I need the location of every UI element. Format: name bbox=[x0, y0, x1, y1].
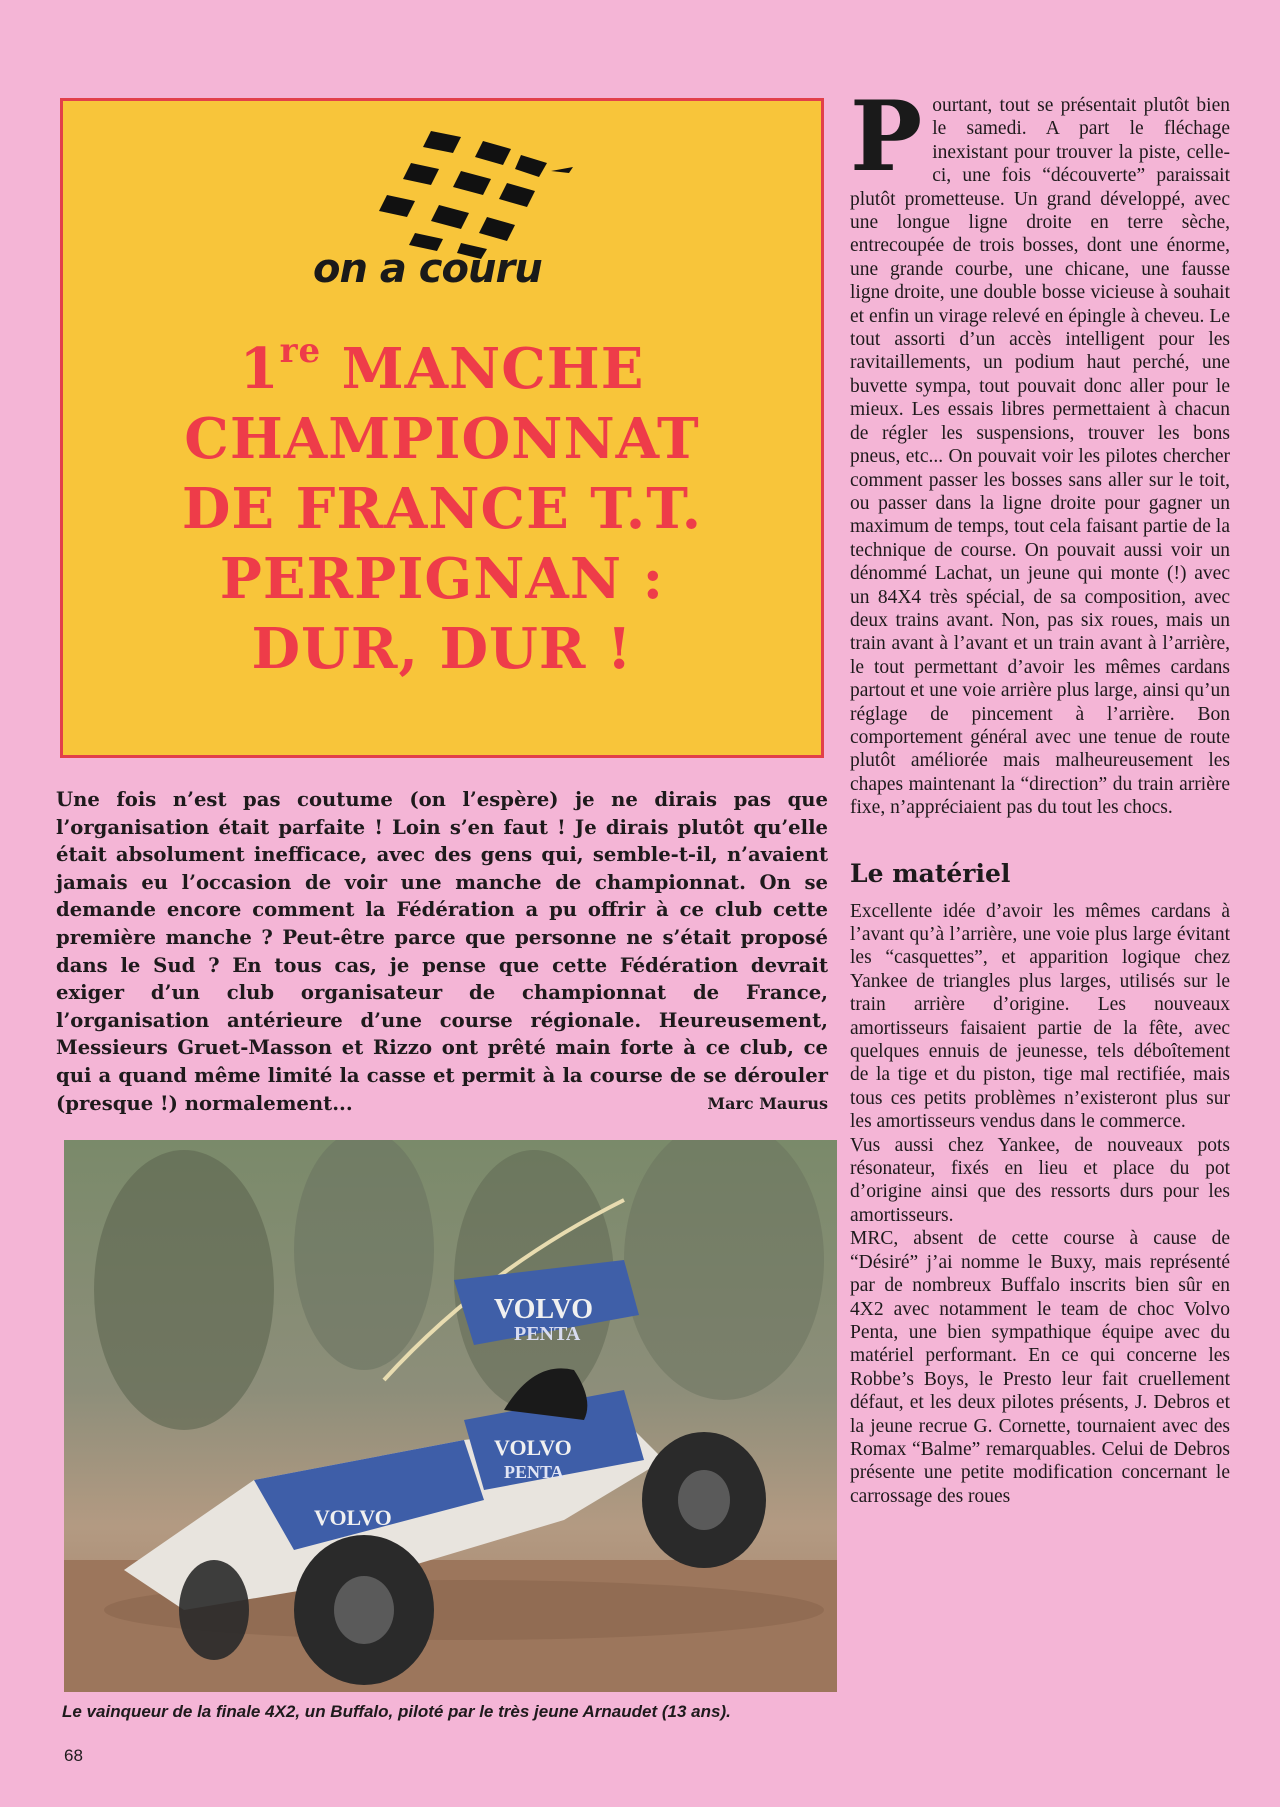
photo-caption: Le vainqueur de la finale 4X2, un Buffalo, piloté par le très jeune Arnaudet (13 ans). bbox=[62, 1702, 731, 1721]
paragraph-1-text: ourtant, tout se présentait plutôt bien le samedi. A part le fléchage inexistant pour trouver la piste, celle-ci, une fois “découverte” paraissait plutôt prometteuse. Un grand développé, avec une longue ligne droite en terre sèche, entrecoupée de trois bosses, dont une énorme, une grande courbe, une chicane, une fausse ligne droite, une double bosse vicieuse à souhait et enfin un virage relevé en épingle à cheveu. Le tout assorti d’un accès intelligent pour les ravitaillements, un podium haut perché, une buvette sympa, tout pouvait donc aller pour le mieux. Les essais libres permettaient à chacun de régler les suspensions, trouver les bons pneus, etc... On pouvait voir les pilotes chercher comment passer les bosses sans aller sur le toit, ou passer dans la ligne droite pour gagner un maximum de temps, tout cela faisant partie de la technique de course. On pouvait aussi voir un dénommé Lachat, un jeune qui monte (!) avec un 84X4 très spécial, de sa composition, avec deux trains avant. Non, pas six roues, mais un train avant à l’avant et un train avant à l’arrière, le tout permettant d’avoir les mêmes cardans partout et une voie arrière plus large, ainsi qu’un réglage de pincement à l’arrière. Bon comportement général avec une tenue de route plutôt améliorée mais malheureusement les chapes maintenant la “direction” du train arrière fixe, n’appréciaient pas du tout les chocs. bbox=[850, 95, 1230, 819]
side-sponsor-text: VOLVO bbox=[494, 1435, 572, 1460]
headline-line-1 bbox=[63, 316, 821, 404]
headline-line-3: DE FRANCE T.T. bbox=[181, 476, 703, 542]
paragraph-2: Excellente idée d’avoir les mêmes cardans à l’avant qu’à l’arrière, une voie plus large évitant les “casquettes”, et apparition logique chez Yankee de triangles plus larges, utilisés sur le train arrière d’origine. Les nouveaux amortisseurs faisaient partie de la fête, avec quelques ennuis de jeunesse, tels déboîtement de la tige et du piston, tige mal rectifiée, mais tous ces petits problèmes n’existeront plus sur les amortisseurs vendus dans le commerce. bbox=[850, 900, 1230, 1133]
intro-text: Une fois n’est pas coutume (on l’espère) je ne dirais pas que l’organisation était parfaite ! Loin s’en faut ! Je dirais plutôt qu’elle était absolument inefficace, avec des gens qui, semble-t-il, n’avaient jamais eu l’occasion de voir une manche de championnat. On se demande encore comment la Fédération a pu offrir à ce club cette première manche ? Peut-être parce que personne ne s’était proposé dans le Sud ? En tous cas, je pense que cette Fédération devrait exiger d’un club organisateur de championnat de France, l’organisation antérieure d’une course régionale. Heureusement, Messieurs Gruet-Masson et Rizzo ont prêté main forte à ce club, ce qui a quand même limité la casse et permit à la course de se dérouler (presque !) normalement... bbox=[56, 788, 828, 1115]
headline-ordinal: 1 bbox=[239, 336, 280, 402]
headline-line-4: PERPIGNAN : bbox=[219, 546, 665, 612]
title-box bbox=[60, 98, 824, 758]
headline bbox=[63, 316, 821, 684]
paragraph-1 bbox=[850, 80, 1230, 820]
paragraph-4: MRC, absent de cette course à cause de “Désiré” j’ai nomme le Buxy, mais représenté par de nombreux Buffalo inscrits bien sûr en 4X2 avec notamment le team de choc Volvo Penta, une bien sympathique équipe avec du matériel performant. En ce qui concerne les Robbe’s Boys, le Presto leur fait cruellement défaut, et les deux pilotes présents, J. Debros et la jeune recrue G. Cornette, tournaient avec des Romax “Balme” remarquables. Celui de Debros présente une petite modification concernant le carrossage des roues bbox=[850, 1228, 1230, 1507]
intro-paragraph bbox=[56, 786, 828, 1117]
wing-sponsor-text: VOLVO bbox=[494, 1294, 593, 1325]
section-logo-text: on a couru bbox=[313, 246, 542, 292]
section-heading: Le matériel bbox=[850, 858, 1011, 888]
race-car-photo bbox=[64, 1140, 837, 1692]
paragraph-3: Vus aussi chez Yankee, de nouveaux pots résonateur, fixés en lieu et place du pot d’origine ainsi que des ressorts durs pour les amortisseurs. bbox=[850, 1134, 1230, 1226]
drop-cap: P bbox=[850, 80, 923, 193]
headline-line-1-text: MANCHE bbox=[321, 336, 645, 402]
headline-ordinal-suffix: re bbox=[279, 331, 322, 371]
headline-line-5: DUR, DUR ! bbox=[251, 616, 633, 682]
side-sponsor-text-2: PENTA bbox=[504, 1462, 564, 1482]
right-column bbox=[850, 80, 1230, 1508]
wing-sponsor-text-2: PENTA bbox=[514, 1323, 581, 1345]
nose-sponsor-text: VOLVO bbox=[314, 1505, 392, 1530]
page-number: 68 bbox=[64, 1746, 83, 1765]
author-name: Marc Maurus bbox=[707, 1093, 828, 1113]
headline-line-2: CHAMPIONNAT bbox=[184, 406, 700, 472]
